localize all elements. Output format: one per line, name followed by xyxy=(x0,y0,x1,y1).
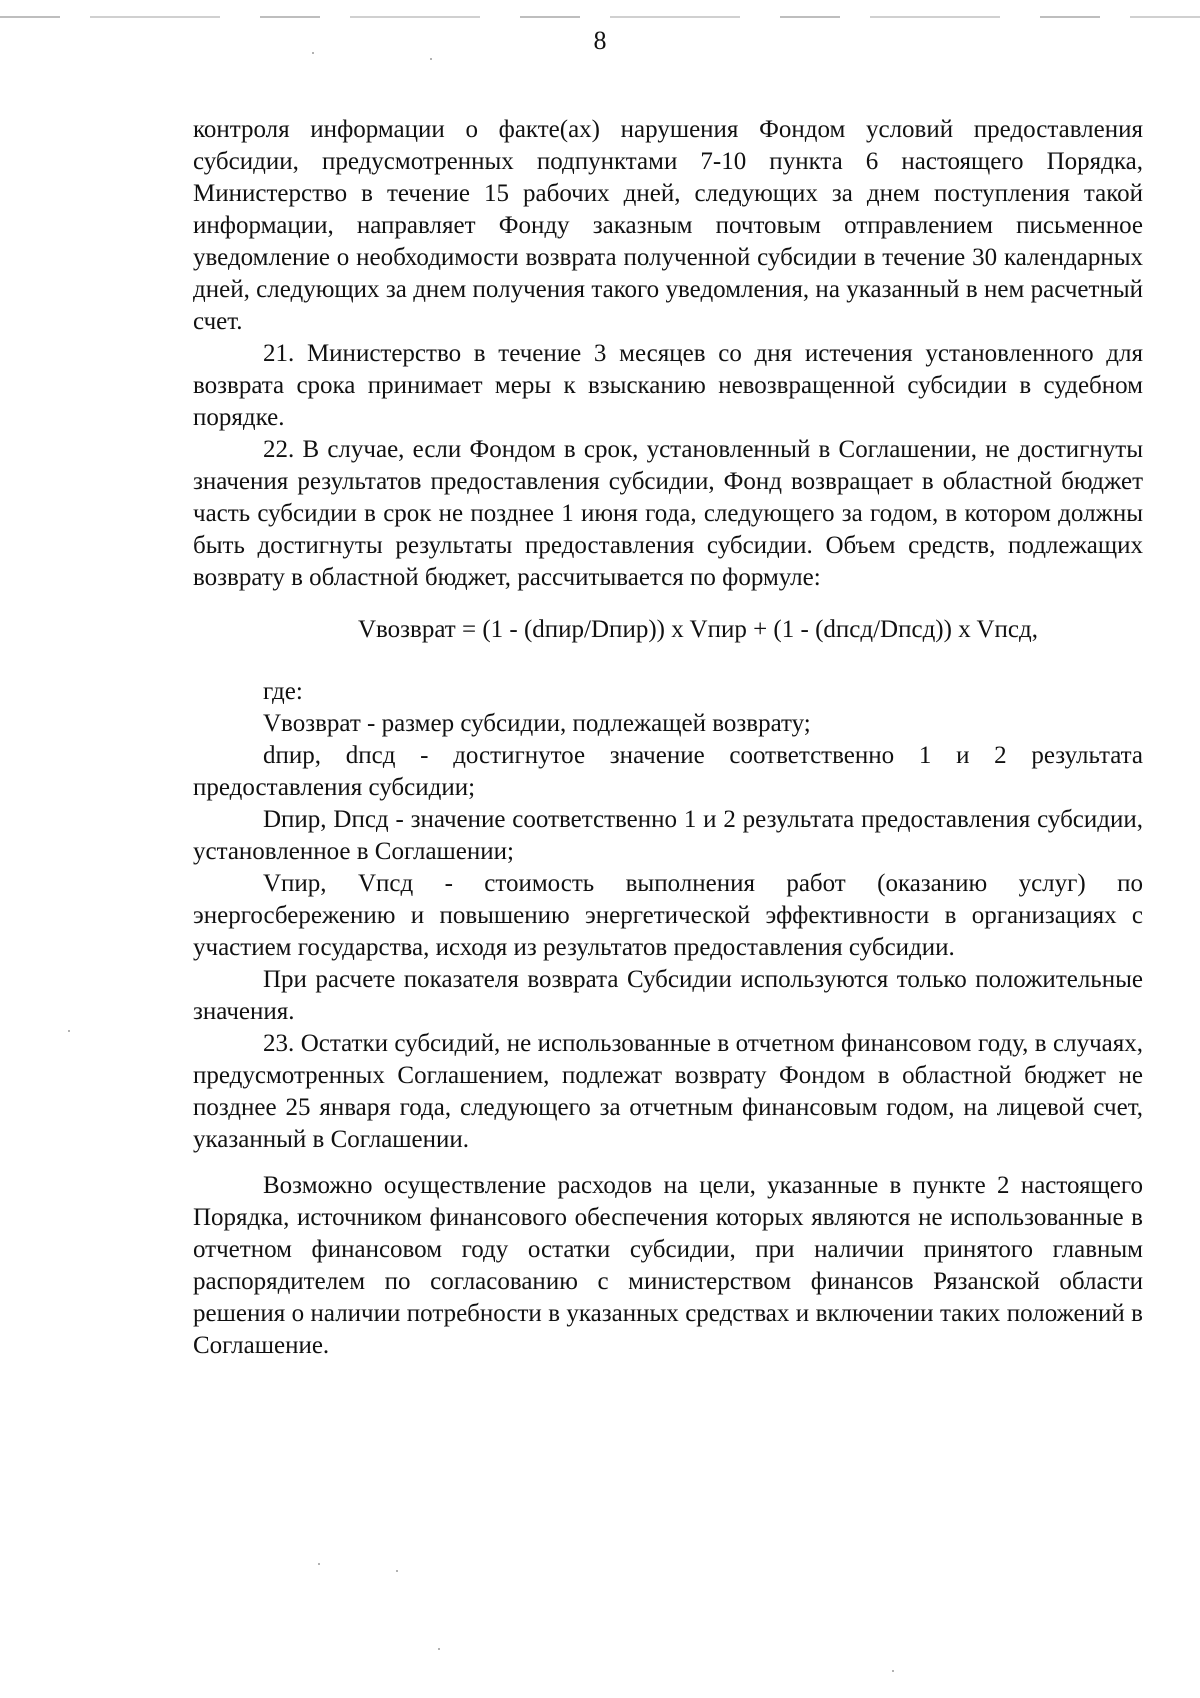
paragraph-positive-values: При расчете показателя возврата Субсидии используются только положительные значения. xyxy=(193,966,1143,1025)
scan-speck xyxy=(318,1563,320,1565)
formula: Vвозврат = (1 - (dпир/Dпир)) x Vпир + (1 - (dпсд/Dпсд)) x Vпсд, xyxy=(357,616,1038,643)
paragraph-22: 22. В случае, если Фондом в срок, установленный в Соглашении, не достигнуты значения результатов предоставления субсидии, Фонд возвращает в областной бюджет часть субсидии в срок не позднее 1 июня года, следующего за годом, в котором должны быть достигнуты результаты предоставления субсидии. Объем средств, подлежащих возврату в областной бюджет, рассчитывается по формуле: xyxy=(193,436,1143,591)
document-body xyxy=(193,114,1143,1362)
paragraph-21: 21. Министерство в течение 3 месяцев со дня истечения установленного для возврата срока принимает меры к взысканию невозвращенной субсидии в судебном порядке. xyxy=(193,340,1143,431)
scan-edge-artifact xyxy=(0,16,1200,18)
definition-vreturn: Vвозврат - размер субсидии, подлежащей возврату; xyxy=(263,710,811,737)
paragraph-continuation: контроля информации о факте(ах) нарушения Фондом условий предоставления субсидии, предусмотренных подпунктами 7-10 пункта 6 настоящего Порядка, Министерство в течение 15 рабочих дней, следующих за днем поступления такой информации, направляет Фонду заказным почтовым отправлением письменное уведомление о необходимости возврата полученной субсидии в течение 30 календарных дней, следующих за днем получения такого уведомления, на указанный в нем расчетный счет. xyxy=(193,116,1143,335)
paragraph-23: 23. Остатки субсидий, не использованные в отчетном финансовом году, в случаях, предусмотренных Соглашением, подлежат возврату Фондом в областной бюджет не позднее 25 января года, следующего за отчетным финансовым годом, на лицевой счет, указанный в Соглашении. xyxy=(193,1030,1143,1153)
scan-speck xyxy=(430,58,432,60)
definition-v-cost: Vпир, Vпсд - стоимость выполнения работ (оказанию услуг) по энергосбережению и повышению энергетической эффективности в организациях с участием государства, исходя из результатов предоставления субсидии. xyxy=(193,870,1143,961)
scan-speck xyxy=(396,1570,398,1572)
formula-where: где: xyxy=(263,678,303,705)
scan-speck xyxy=(312,52,314,54)
scan-speck xyxy=(438,1648,440,1650)
definition-d-established: Dпир, Dпсд - значение соответственно 1 и 2 результата предоставления субсидии, установленное в Соглашении; xyxy=(193,806,1143,865)
definition-d-achieved: dпир, dпсд - достигнутое значение соответственно 1 и 2 результата предоставления субсидии; xyxy=(193,742,1143,801)
scan-speck xyxy=(68,1030,70,1032)
scan-speck xyxy=(892,1670,894,1672)
page-number: 8 xyxy=(593,26,607,55)
paragraph-expenses: Возможно осуществление расходов на цели, указанные в пункте 2 настоящего Порядка, источником финансового обеспечения которых являются не использованные в отчетном финансовом году остатки субсидии, при наличии принятого главным распорядителем по согласованию с министерством финансов Рязанской области решения о наличии потребности в указанных средствах и включении таких положений в Соглашение. xyxy=(193,1172,1143,1359)
